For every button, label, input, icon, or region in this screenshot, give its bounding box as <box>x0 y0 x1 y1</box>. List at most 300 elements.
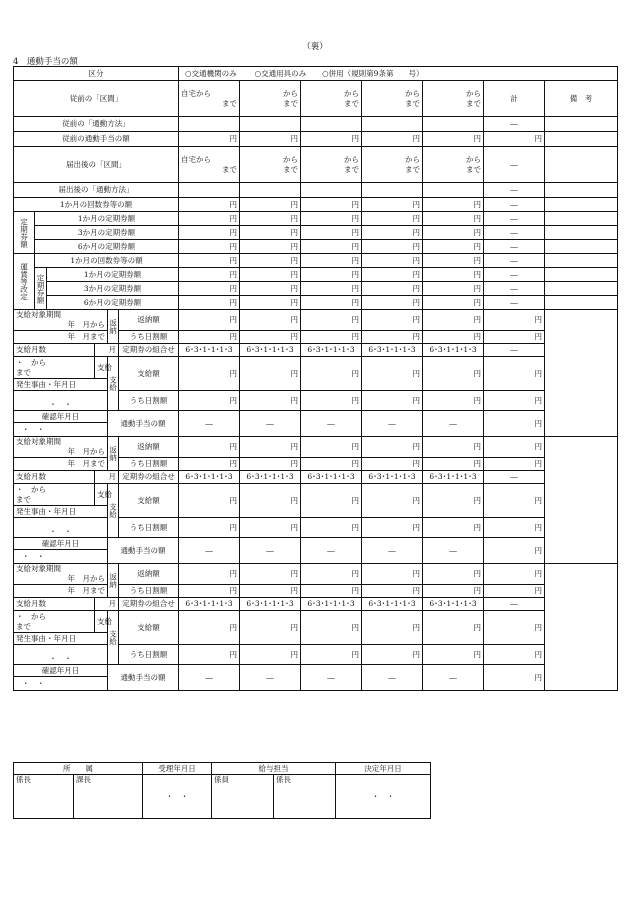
amount-cell[interactable] <box>301 254 362 268</box>
pay-range[interactable] <box>14 357 95 379</box>
total-cell <box>484 198 545 212</box>
combo-value: 6･3･1･1･1･3 <box>429 345 477 354</box>
amount-cell[interactable] <box>423 391 484 411</box>
period-label: 支給対象期間 <box>16 437 61 446</box>
amount-cell[interactable] <box>179 458 240 471</box>
amount-cell[interactable] <box>484 310 545 331</box>
confirm-date[interactable]: ・ ・ <box>14 550 108 564</box>
amount-cell[interactable] <box>484 437 545 458</box>
amount-cell[interactable] <box>362 132 423 147</box>
amount-cell[interactable] <box>301 611 362 645</box>
combo-value: 6･3･1･1･1･3 <box>429 472 477 481</box>
amount-cell[interactable] <box>179 645 240 665</box>
yen-unit: 円 <box>351 522 360 532</box>
amount-cell[interactable] <box>362 484 423 518</box>
chief-seal-box[interactable] <box>14 775 74 819</box>
amount-cell[interactable] <box>301 437 362 458</box>
yen-unit: 円 <box>351 213 360 223</box>
pay-amount-label: 支給額 <box>119 484 179 518</box>
amount-cell[interactable] <box>240 564 301 585</box>
received-date-header: 受理年月日 <box>143 763 212 775</box>
return-vertical-label: 返納 <box>108 564 119 598</box>
amount-cell[interactable] <box>179 484 240 518</box>
amount-cell[interactable] <box>240 645 301 665</box>
method-cell[interactable] <box>423 183 484 198</box>
yen-unit: 円 <box>412 213 421 223</box>
amount-cell[interactable] <box>362 645 423 665</box>
period-cell[interactable] <box>14 437 108 458</box>
amount-cell[interactable] <box>423 357 484 391</box>
pay-label: 支給 <box>95 357 108 379</box>
dash-mark: ― <box>205 672 213 682</box>
method-cell[interactable] <box>179 117 240 132</box>
yen-unit: 円 <box>412 315 421 324</box>
yen-unit: 円 <box>412 134 421 143</box>
yen-unit: 円 <box>534 545 543 555</box>
period-to[interactable]: 年 月まで <box>14 458 108 471</box>
route-to: まで <box>405 164 421 174</box>
amount-cell[interactable] <box>179 437 240 458</box>
route-cell[interactable] <box>301 81 362 117</box>
amount-cell[interactable] <box>423 331 484 344</box>
pay-range[interactable] <box>14 611 95 633</box>
route-from: から <box>405 88 421 98</box>
amount-cell[interactable] <box>179 357 240 391</box>
combo-cell[interactable] <box>423 598 484 611</box>
amount-cell[interactable] <box>179 611 240 645</box>
amount-cell[interactable] <box>240 198 301 212</box>
category-label: 区分 <box>14 67 179 81</box>
option-transit-only[interactable]: ○交通機関のみ <box>185 68 237 78</box>
dash-mark: ― <box>327 545 335 555</box>
amount-cell[interactable] <box>179 564 240 585</box>
combo-cell[interactable] <box>240 471 301 484</box>
amount-cell[interactable] <box>362 437 423 458</box>
amount-cell[interactable] <box>301 564 362 585</box>
amount-cell[interactable] <box>484 132 545 147</box>
amount-cell[interactable] <box>301 282 362 296</box>
commute-dash-cell <box>179 538 240 564</box>
remarks-cell[interactable] <box>545 296 618 310</box>
yen-unit: 円 <box>534 332 543 341</box>
amount-cell[interactable] <box>240 391 301 411</box>
amount-cell[interactable] <box>362 564 423 585</box>
amount-cell[interactable] <box>423 437 484 458</box>
amount-cell[interactable] <box>240 240 301 254</box>
yen-unit: 円 <box>473 459 482 468</box>
amount-cell[interactable] <box>301 268 362 282</box>
period-to[interactable]: 年 月まで <box>14 331 108 344</box>
amount-cell[interactable] <box>179 132 240 147</box>
amount-cell[interactable] <box>179 331 240 344</box>
combo-cell[interactable] <box>362 471 423 484</box>
combo-value: 6･3･1･1･1･3 <box>368 472 416 481</box>
pass-3m-label: 3か月の定期券額 <box>35 226 179 240</box>
combo-cell[interactable] <box>179 344 240 357</box>
payroll-chief-seal-box[interactable] <box>274 775 336 819</box>
amount-cell[interactable] <box>179 212 240 226</box>
dash-mark: ― <box>449 545 457 555</box>
yen-unit: 円 <box>351 622 360 632</box>
amount-cell[interactable] <box>301 212 362 226</box>
amount-cell[interactable] <box>240 357 301 391</box>
amount-cell[interactable] <box>362 296 423 310</box>
amount-cell[interactable] <box>423 645 484 665</box>
option-vehicle-only[interactable]: ○交通用具のみ <box>254 68 307 78</box>
commute-dash-cell <box>362 665 423 691</box>
dash-mark: ― <box>510 119 518 128</box>
yen-unit: 円 <box>534 522 543 532</box>
combo-value: 6･3･1･1･1･3 <box>307 599 355 608</box>
amount-cell[interactable] <box>179 254 240 268</box>
amount-cell[interactable] <box>362 282 423 296</box>
amount-cell[interactable] <box>362 212 423 226</box>
total-cell <box>484 147 545 183</box>
event-date[interactable]: ・ ・ <box>14 645 108 665</box>
dash-mark: ― <box>510 227 518 237</box>
amount-cell[interactable] <box>423 310 484 331</box>
yen-unit: 円 <box>290 227 299 237</box>
amount-cell[interactable] <box>179 296 240 310</box>
route-cell[interactable] <box>423 81 484 117</box>
amount-cell[interactable] <box>484 564 545 585</box>
combo-cell[interactable] <box>423 344 484 357</box>
remarks-cell[interactable] <box>545 254 618 268</box>
route-from: から <box>344 154 360 164</box>
yen-unit: 円 <box>351 269 360 279</box>
return-vertical-label: 返納 <box>108 437 119 471</box>
combo-cell[interactable] <box>301 344 362 357</box>
commute-dash-cell <box>362 411 423 437</box>
yen-unit: 円 <box>290 269 299 279</box>
yen-unit: 円 <box>290 495 299 505</box>
route-cell[interactable] <box>362 81 423 117</box>
confirm-date[interactable]: ・ ・ <box>14 423 108 437</box>
amount-cell[interactable] <box>362 331 423 344</box>
method-cell[interactable] <box>423 117 484 132</box>
remarks-cell[interactable] <box>545 310 618 437</box>
combo-cell[interactable] <box>362 344 423 357</box>
event-date[interactable]: ・ ・ <box>14 391 108 411</box>
yen-unit: 円 <box>412 241 421 251</box>
amount-cell[interactable] <box>179 391 240 411</box>
remarks-cell[interactable] <box>545 147 618 183</box>
period-cell[interactable] <box>14 564 108 585</box>
amount-cell[interactable] <box>240 268 301 282</box>
amount-cell[interactable] <box>301 518 362 538</box>
range-to: まで <box>16 367 31 377</box>
amount-cell[interactable] <box>423 458 484 471</box>
route-cell[interactable] <box>301 147 362 183</box>
amount-cell[interactable] <box>423 240 484 254</box>
remarks-cell[interactable] <box>545 183 618 198</box>
amount-cell[interactable] <box>484 458 545 471</box>
remarks-cell[interactable] <box>545 132 618 147</box>
amount-cell[interactable] <box>484 645 545 665</box>
pass-6m-label: 6か月の定期券額 <box>35 240 179 254</box>
amount-cell[interactable] <box>423 226 484 240</box>
amount-cell[interactable] <box>423 484 484 518</box>
route-to: まで <box>222 98 238 108</box>
yen-unit: 円 <box>290 586 299 595</box>
yen-unit: 円 <box>473 442 482 451</box>
route-cell[interactable] <box>362 147 423 183</box>
combo-cell[interactable] <box>179 598 240 611</box>
yen-unit: 円 <box>290 649 299 659</box>
amount-cell[interactable] <box>423 132 484 147</box>
combo-cell[interactable] <box>301 471 362 484</box>
event-date[interactable]: ・ ・ <box>14 518 108 538</box>
yen-unit: 円 <box>473 395 482 405</box>
route-from: 自宅から <box>181 88 212 98</box>
yen-unit: 円 <box>229 199 238 209</box>
amount-cell[interactable] <box>301 458 362 471</box>
yen-unit: 円 <box>351 227 360 237</box>
amount-cell[interactable] <box>362 268 423 282</box>
yen-unit: 円 <box>290 199 299 209</box>
yen-unit: 円 <box>290 395 299 405</box>
amount-cell[interactable] <box>423 212 484 226</box>
route-cell[interactable] <box>240 147 301 183</box>
amount-cell[interactable] <box>423 611 484 645</box>
total-cell <box>484 117 545 132</box>
amount-cell[interactable] <box>301 331 362 344</box>
method-cell[interactable] <box>301 117 362 132</box>
commute-amount-cell[interactable] <box>484 538 545 564</box>
yen-unit: 円 <box>229 332 238 341</box>
period-label: 支給対象期間 <box>16 564 61 573</box>
yen-unit: 円 <box>473 368 482 378</box>
amount-cell[interactable] <box>423 282 484 296</box>
amount-cell[interactable] <box>240 458 301 471</box>
amount-cell[interactable] <box>179 240 240 254</box>
combo-cell[interactable] <box>301 598 362 611</box>
confirm-date[interactable]: ・ ・ <box>14 677 108 691</box>
months-unit[interactable]: 月 <box>95 344 119 357</box>
amount-cell[interactable] <box>240 484 301 518</box>
yen-unit: 円 <box>290 134 299 143</box>
option-combined[interactable]: ○併用（規則第9条第 号） <box>322 68 424 78</box>
amount-cell[interactable] <box>240 310 301 331</box>
yen-unit: 円 <box>473 199 482 209</box>
remarks-cell[interactable] <box>545 212 618 226</box>
yen-unit: 円 <box>473 227 482 237</box>
amount-cell[interactable] <box>362 198 423 212</box>
amount-cell[interactable] <box>362 518 423 538</box>
yen-unit: 円 <box>290 368 299 378</box>
dash-mark: ― <box>510 297 518 307</box>
amount-cell[interactable] <box>240 585 301 598</box>
commute-amount-cell[interactable] <box>484 411 545 437</box>
amount-cell[interactable] <box>484 585 545 598</box>
amount-cell[interactable] <box>240 296 301 310</box>
dash-mark: ― <box>205 545 213 555</box>
yen-unit: 円 <box>473 586 482 595</box>
amount-cell[interactable] <box>362 240 423 254</box>
category-options[interactable] <box>179 67 618 81</box>
amount-cell[interactable] <box>240 331 301 344</box>
yen-unit: 円 <box>534 315 543 324</box>
amount-cell[interactable] <box>484 611 545 645</box>
received-date-field[interactable] <box>143 775 212 819</box>
yen-unit: 円 <box>229 213 238 223</box>
amount-cell[interactable] <box>423 296 484 310</box>
months-label: 支給月数 <box>14 598 95 611</box>
months-unit[interactable]: 月 <box>95 598 119 611</box>
amount-cell[interactable] <box>301 484 362 518</box>
amount-cell[interactable] <box>240 212 301 226</box>
months-label: 支給月数 <box>14 471 95 484</box>
method-cell[interactable] <box>179 183 240 198</box>
total-cell <box>484 598 545 611</box>
yen-unit: 円 <box>534 442 543 451</box>
combo-label: 定期券の組合せ <box>119 598 179 611</box>
combo-cell[interactable] <box>362 598 423 611</box>
amount-cell[interactable] <box>484 331 545 344</box>
amount-cell[interactable] <box>484 391 545 411</box>
pay-range[interactable] <box>14 484 95 506</box>
yen-unit: 円 <box>351 199 360 209</box>
amount-cell[interactable] <box>423 198 484 212</box>
period-cell[interactable] <box>14 310 108 331</box>
yen-unit: 円 <box>412 255 421 265</box>
remarks-cell[interactable] <box>545 240 618 254</box>
amount-cell[interactable] <box>179 518 240 538</box>
method-cell[interactable] <box>240 183 301 198</box>
commute-dash-cell <box>240 411 301 437</box>
amount-cell[interactable] <box>362 585 423 598</box>
route-cell[interactable] <box>179 81 240 117</box>
remarks-cell[interactable] <box>545 437 618 564</box>
daily-label: うち日割額 <box>119 645 179 665</box>
amount-cell[interactable] <box>240 132 301 147</box>
amount-cell[interactable] <box>179 198 240 212</box>
combo-cell[interactable] <box>423 471 484 484</box>
dash-mark: ― <box>510 199 518 209</box>
route-from: 自宅から <box>181 154 212 164</box>
yen-unit: 円 <box>351 134 360 143</box>
remarks-cell[interactable] <box>545 117 618 132</box>
amount-cell[interactable] <box>423 585 484 598</box>
method-cell[interactable] <box>301 183 362 198</box>
amount-cell[interactable] <box>362 611 423 645</box>
amount-cell[interactable] <box>179 268 240 282</box>
method-cell[interactable] <box>240 117 301 132</box>
amount-cell[interactable] <box>179 310 240 331</box>
route-cell[interactable] <box>423 147 484 183</box>
remarks-cell[interactable] <box>545 282 618 296</box>
remarks-header: 備 考 <box>545 81 618 117</box>
amount-cell[interactable] <box>362 310 423 331</box>
yen-unit: 円 <box>229 368 238 378</box>
combo-cell[interactable] <box>240 598 301 611</box>
amount-cell[interactable] <box>301 357 362 391</box>
amount-cell[interactable] <box>423 268 484 282</box>
amount-cell[interactable] <box>423 564 484 585</box>
amount-cell[interactable] <box>484 484 545 518</box>
remarks-cell[interactable] <box>545 198 618 212</box>
amount-cell[interactable] <box>423 254 484 268</box>
route-cell[interactable] <box>240 81 301 117</box>
route-from: から <box>283 88 299 98</box>
amount-cell[interactable] <box>301 391 362 411</box>
dash-mark: ― <box>205 418 213 428</box>
back-side-mark: （裏） <box>302 42 328 52</box>
yen-unit: 円 <box>351 442 360 451</box>
yen-unit: 円 <box>351 586 360 595</box>
route-to: まで <box>466 98 482 108</box>
total-header: 計 <box>484 81 545 117</box>
commute-dash-cell <box>179 411 240 437</box>
prev-method-label: 従前の「通動方法」 <box>14 117 179 132</box>
amount-cell[interactable] <box>240 254 301 268</box>
amount-cell[interactable] <box>484 357 545 391</box>
commute-amount-cell[interactable] <box>484 665 545 691</box>
yen-unit: 円 <box>473 332 482 341</box>
amount-cell[interactable] <box>301 240 362 254</box>
amount-cell[interactable] <box>240 282 301 296</box>
amount-cell[interactable] <box>301 226 362 240</box>
amount-cell[interactable] <box>301 296 362 310</box>
section-chief-seal-box[interactable] <box>74 775 143 819</box>
commute-dash-cell <box>301 665 362 691</box>
amount-cell[interactable] <box>362 254 423 268</box>
yen-unit: 円 <box>290 241 299 251</box>
yen-unit: 円 <box>229 442 238 451</box>
pay-vertical-label: 支給 <box>108 357 119 411</box>
method-cell[interactable] <box>362 183 423 198</box>
amount-cell[interactable] <box>240 611 301 645</box>
amount-cell[interactable] <box>423 518 484 538</box>
amount-cell[interactable] <box>179 282 240 296</box>
amount-cell[interactable] <box>362 357 423 391</box>
prev-section-label: 従前の「区間」 <box>14 81 179 117</box>
amount-cell[interactable] <box>240 226 301 240</box>
remarks-cell[interactable] <box>545 268 618 282</box>
remarks-cell[interactable] <box>545 564 618 691</box>
route-cell[interactable] <box>179 147 240 183</box>
months-unit[interactable]: 月 <box>95 471 119 484</box>
amount-cell[interactable] <box>301 132 362 147</box>
staff-seal-box[interactable] <box>212 775 274 819</box>
yen-unit: 円 <box>290 283 299 293</box>
combo-cell[interactable] <box>240 344 301 357</box>
amount-cell[interactable] <box>240 518 301 538</box>
yen-unit: 円 <box>229 586 238 595</box>
commute-dash-cell <box>423 665 484 691</box>
amount-cell[interactable] <box>362 458 423 471</box>
amount-cell[interactable] <box>240 437 301 458</box>
remarks-cell[interactable] <box>545 226 618 240</box>
route-from: から <box>283 154 299 164</box>
combo-cell[interactable] <box>179 471 240 484</box>
amount-cell[interactable] <box>301 645 362 665</box>
decided-date-field[interactable] <box>336 775 431 819</box>
period-to[interactable]: 年 月まで <box>14 585 108 598</box>
method-cell[interactable] <box>362 117 423 132</box>
amount-cell[interactable] <box>484 518 545 538</box>
amount-cell[interactable] <box>362 226 423 240</box>
amount-cell[interactable] <box>301 310 362 331</box>
yen-unit: 円 <box>229 134 238 143</box>
route-to: まで <box>283 98 299 108</box>
amount-cell[interactable] <box>301 585 362 598</box>
amount-cell[interactable] <box>179 585 240 598</box>
period-from: 年 月から <box>67 447 105 456</box>
amount-cell[interactable] <box>179 226 240 240</box>
amount-cell[interactable] <box>301 198 362 212</box>
amount-cell[interactable] <box>362 391 423 411</box>
